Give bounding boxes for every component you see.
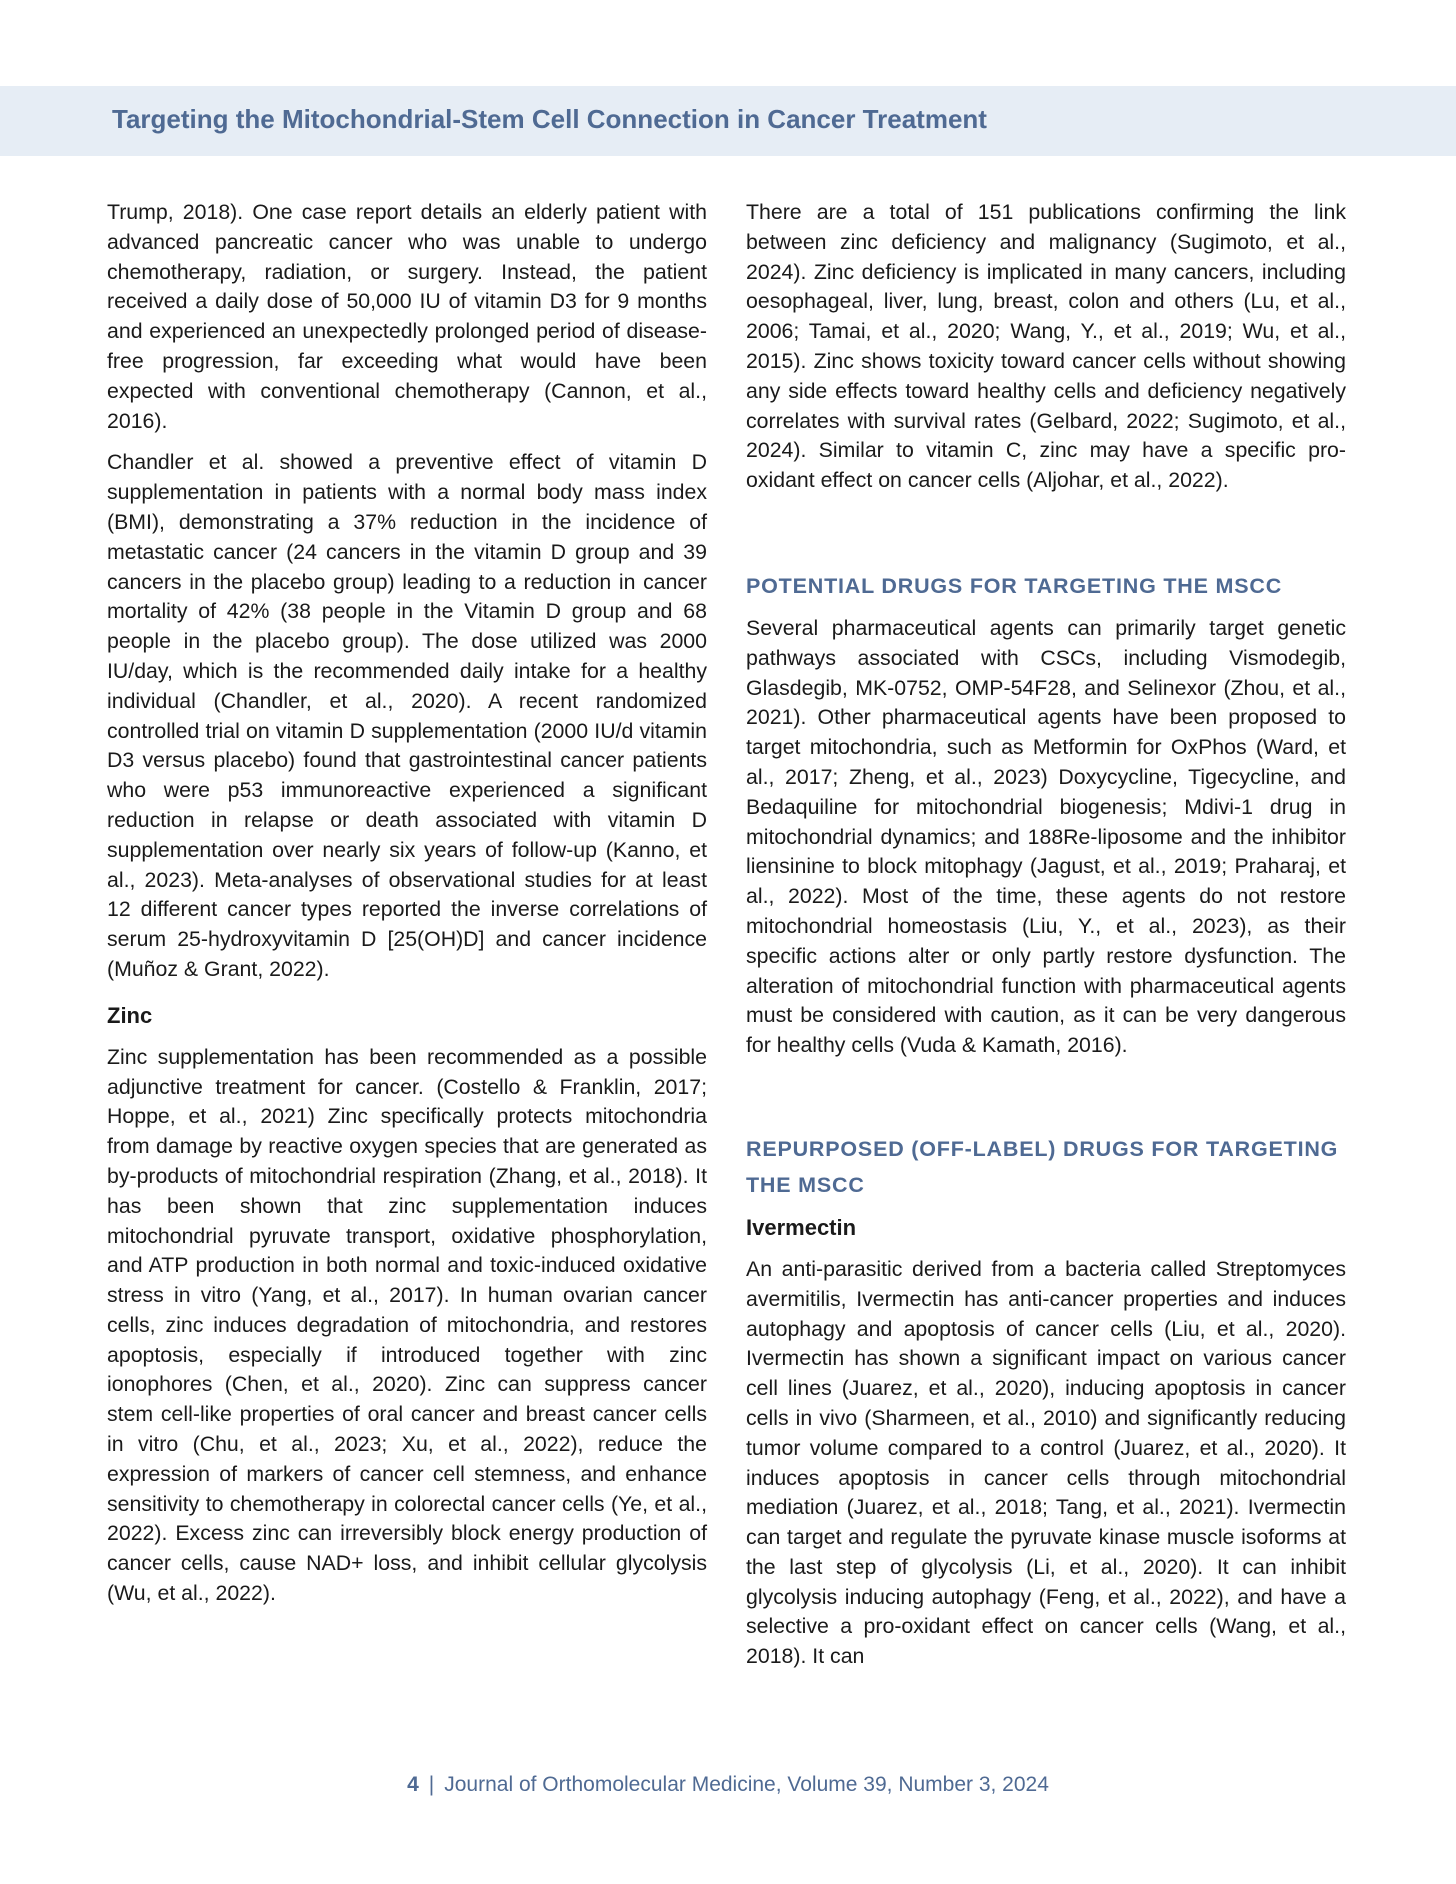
page-number: 4 — [407, 1773, 419, 1796]
paragraph: Trump, 2018). One case report details an elderly patient with advanced pancreatic cancer who was unable to undergo chemotherapy, radiation, or surgery. Instead, the patient received a daily dose of 50,000 IU of vitamin D3 for 9 months and experienced an unexpectedly prolonged period of disease-free progression, far exceeding what would have been expected with conventional chemotherapy (Cannon, et al., 2016). — [107, 200, 707, 433]
paragraph: Zinc supplementation has been recommended as a possible adjunctive treatment for cancer. (Costello & Franklin, 2017; Hoppe, et al., 2021) Zinc specifically protects mitochondria from damage by reactive oxygen species that are generated as by-products of mitochondrial respiration (Zhang, et al., 2018). It has been shown that zinc supplementation induces mitochondrial pyruvate transport, oxidative phosphorylation, and ATP production in both normal and toxic-induced oxidative stress in vitro (Yang, et al., 2017). In human ovarian cancer cells, zinc induces degradation of mitochondria, and restores apoptosis, especially if introduced together with zinc ionophores (Chen, et al., 2020). Zinc can suppress cancer stem cell-like properties of oral cancer and breast cancer cells in vitro (Chu, et al., 2023; Xu, et al., 2022), reduce the expression of markers of cancer cell stemness, and enhance sensitivity to chemotherapy in colorectal cancer cells (Ye, et al., 2022). Excess zinc can irreversibly block energy production of cancer cells, cause NAD+ loss, and inhibit cellular glycolysis (Wu, et al., 2022). — [107, 1044, 707, 1606]
section-heading-repurposed-drugs: REPURPOSED (OFF-LABEL) DRUGS FOR TARGETING THE MSCC — [746, 1136, 1339, 1197]
paragraph: An anti-parasitic derived from a bacteria called Streptomyces avermitilis, Ivermectin has anti-cancer properties and induces autophagy and apoptosis of cancer cells (Liu, et al., 2020). Ivermectin has shown a significant impact on various cancer cell lines (Juarez, et al., 2020), inducing apoptosis in cancer cells in vivo (Sharmeen, et al., 2010) and significantly reducing tumor volume compared to a control (Juarez, et al., 2020). It induces apoptosis in cancer cells through mitochondrial mediation (Juarez, et al., 2018; Tang, et al., 2021). Ivermectin can target and regulate the pyruvate kinase muscle isoforms at the last step of glycolysis (Li, et al., 2020). It can inhibit glycolysis inducing autophagy (Feng, et al., 2022), and have a selective a pro-oxidant effect on cancer cells (Wang, et al., 2018). It can — [746, 1256, 1346, 1669]
paragraph: Chandler et al. showed a preventive effect of vitamin D supplementation in patients with a normal body mass index (BMI), demonstrating a 37% reduction in the incidence of metastatic cancer (24 cancers in the vitamin D group and 39 cancers in the placebo group) leading to a reduction in cancer mortality of 42% (38 people in the Vitamin D group and 68 people in the placebo group). The dose utilized was 2000 IU/day, which is the recommended daily intake for a healthy individual (Chandler, et al., 2020). A recent randomized controlled trial on vitamin D supplementation (2000 IU/d vitamin D3 versus placebo) found that gastrointestinal cancer patients who were p53 immunoreactive experienced a significant reduction in relapse or death associated with vitamin D supplementation over nearly six years of follow-up (Kanno, et al., 2023). Meta-analyses of observational studies for at least 12 different cancer types reported the inverse correlations of serum 25-hydroxyvitamin D [25(OH)D] and cancer incidence (Muñoz & Grant, 2022). — [107, 450, 707, 981]
footer-separator: | — [428, 1773, 435, 1796]
right-column — [746, 198, 1346, 1684]
left-column — [107, 198, 707, 1621]
paragraph: Several pharmaceutical agents can primarily target genetic pathways associated with CSCs, including Vismodegib, Glasdegib, MK-0752, OMP-54F28, and Selinexor (Zhou, et al., 2021). Other pharmaceutical agents have been proposed to target mitochondria, such as Metformin for OxPhos (Ward, et al., 2017; Zheng, et al., 2023) Doxycycline, Tigecycline, and Bedaquiline for mitochondrial biogenesis; Mdivi-1 drug in mitochondrial dynamics; and 188Re-liposome and the inhibitor liensinine to block mitophagy (Jagust, et al., 2019; Praharaj, et al., 2022). Most of the time, these agents do not restore mitochondrial homeostasis (Liu, Y., et al., 2023), as their specific actions alter or only partly restore dysfunction. The alteration of mitochondrial function with pharmaceutical agents must be considered with caution, as it can be very dangerous for healthy cells (Vuda & Kamath, 2016). — [746, 615, 1346, 1058]
paragraph: There are a total of 151 publications confirming the link between zinc deficiency and malignancy (Sugimoto, et al., 2024). Zinc deficiency is implicated in many cancers, including oesophageal, liver, lung, breast, colon and others (Lu, et al., 2006; Tamai, et al., 2020; Wang, Y., et al., 2019; Wu, et al., 2015). Zinc shows toxicity toward cancer cells without showing any side effects toward healthy cells and deficiency negatively correlates with survival rates (Gelbard, 2022; Sugimoto, et al., 2024). Similar to vitamin C, zinc may have a specific pro-oxidant effect on cancer cells (Aljohar, et al., 2022). — [746, 200, 1346, 493]
section-heading-potential-drugs: POTENTIAL DRUGS FOR TARGETING THE MSCC — [746, 573, 1283, 598]
journal-citation: Journal of Orthomolecular Medicine, Volume 39, Number 3, 2024 — [444, 1773, 1049, 1796]
subsection-heading-zinc: Zinc — [107, 1002, 153, 1028]
subsection-heading-ivermectin: Ivermectin — [746, 1214, 857, 1240]
running-title: Targeting the Mitochondrial-Stem Cell Connection in Cancer Treatment — [112, 104, 987, 134]
page-footer — [0, 1773, 1456, 1797]
